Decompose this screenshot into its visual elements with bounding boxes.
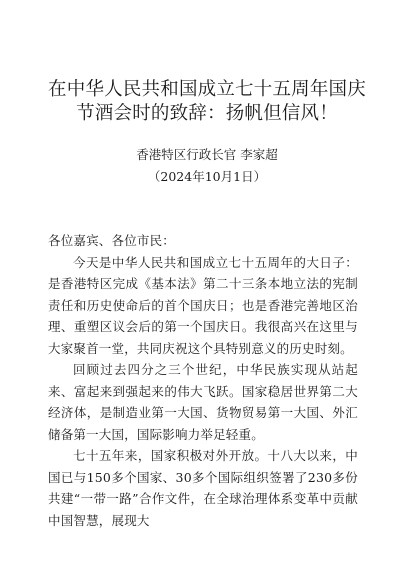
document-title: 在中华人民共和国成立七十五周年国庆节酒会时的致辞：扬帆但信风！ — [48, 79, 366, 124]
document-date: （2024年10月1日） — [147, 169, 267, 184]
paragraph-3: 七十五年来，国家积极对外开放。十八大以来，中国已与150多个国家、30多个国际组织签署了230多份共建“一带一路”合作文件，在全球治理体系变革中贡献中国智慧，展现大 — [48, 448, 358, 528]
paragraph-2: 回顾过去四分之三个世纪，中华民族实现从站起来、富起来到强起来的伟大飞跃。国家稳居世界第二大经济体，是制造业第一大国、货物贸易第一大国、外汇储备第一大国，国际影响力举足轻重。 — [48, 362, 358, 442]
paragraph-1: 今天是中华人民共和国成立七十五周年的大日子：是香港特区完成《基本法》第二十三条本地立法的宪制责任和历史使命后的首个国庆日；也是香港完善地区治理、重塑区议会后的第一个国庆日。我很高兴在这里与大家聚首一堂，共同庆祝这个具特别意义的历史时刻。 — [48, 254, 358, 356]
salutation: 各位嘉宾、各位市民： — [48, 233, 176, 248]
document-byline: 香港特区行政长官 李家超 — [136, 147, 278, 162]
document-body — [48, 230, 358, 531]
